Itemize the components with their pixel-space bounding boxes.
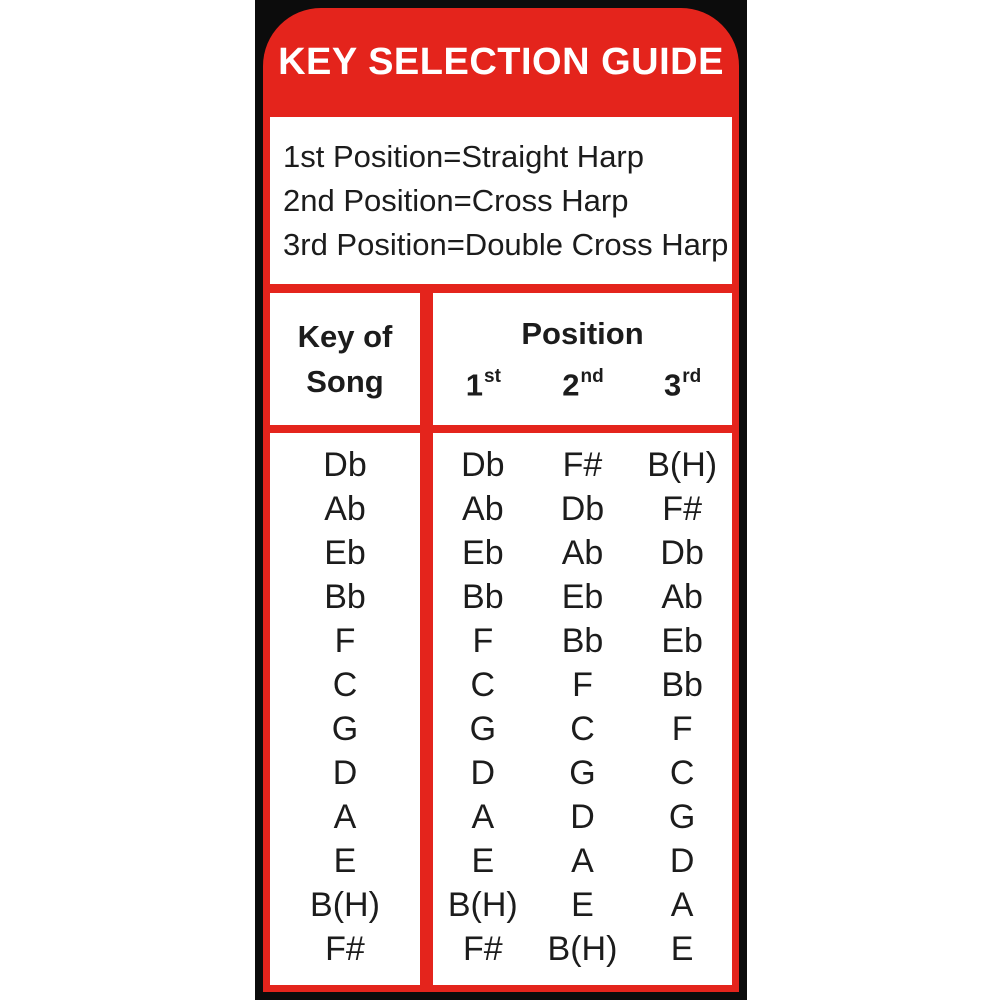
key-of-song-header-cell — [270, 293, 420, 425]
position-row — [433, 663, 732, 707]
position-2-value: F# — [562, 446, 603, 484]
position-header-title: Position — [521, 315, 644, 351]
key-of-song-value: Eb — [324, 534, 366, 572]
position-header-cell — [433, 293, 732, 425]
position-3-value: F# — [662, 490, 702, 528]
key-of-song-value: B(H) — [310, 886, 380, 924]
key-of-song-value: F — [334, 622, 356, 660]
key-of-song-column — [270, 433, 420, 985]
position-2-value: D — [570, 798, 595, 836]
position-1-value: E — [471, 842, 495, 880]
position-1-value: D — [470, 754, 496, 792]
key-of-song-value: G — [331, 710, 359, 748]
position-1-value: Eb — [462, 534, 504, 572]
position-1-value: F — [472, 622, 494, 660]
position-row — [433, 927, 732, 971]
position-legend-box — [270, 117, 732, 284]
position-2-value: Bb — [561, 622, 604, 660]
position-3-value: G — [668, 798, 696, 836]
position-column-label-1st: 1st — [465, 365, 501, 403]
position-3-value: A — [670, 886, 694, 924]
key-of-song-header-line2: Song — [306, 364, 384, 399]
position-row — [433, 531, 732, 575]
position-1-value: B(H) — [447, 886, 518, 924]
position-row — [433, 795, 732, 839]
position-2-value: Db — [560, 490, 605, 528]
position-row — [433, 751, 732, 795]
position-3-value: Bb — [661, 666, 703, 704]
position-3-value: C — [669, 754, 695, 792]
key-of-song-value: E — [333, 842, 357, 880]
key-of-song-value: D — [332, 754, 358, 792]
position-3-value: B(H) — [647, 446, 718, 484]
key-of-song-value: C — [332, 666, 358, 704]
position-2-value: Eb — [561, 578, 604, 616]
position-column-label-2nd: 2nd — [562, 365, 604, 403]
position-row — [433, 487, 732, 531]
position-1-value: Db — [461, 446, 505, 484]
position-2-value: F — [572, 666, 593, 704]
card-frame — [255, 0, 747, 1000]
position-row — [433, 443, 732, 487]
legend-line-2nd-position: 2nd Position=Cross Harp — [283, 182, 629, 218]
position-row — [433, 883, 732, 927]
position-1-value: C — [470, 666, 496, 704]
position-values-grid — [433, 433, 732, 985]
position-2-value: Ab — [561, 534, 604, 572]
position-row — [433, 839, 732, 883]
position-2-value: C — [570, 710, 595, 748]
key-selection-guide-card — [263, 8, 739, 992]
key-of-song-value: Db — [323, 446, 367, 484]
position-row — [433, 619, 732, 663]
position-1-value: A — [471, 798, 495, 836]
legend-line-1st-position: 1st Position=Straight Harp — [283, 138, 644, 174]
position-column-label-3rd: 3rd — [664, 365, 702, 403]
table-body-row — [270, 433, 732, 985]
legend-line-3rd-position: 3rd Position=Double Cross Harp — [283, 226, 729, 262]
position-1-value: Bb — [462, 578, 504, 616]
key-of-song-value: F# — [325, 930, 365, 968]
position-row — [433, 707, 732, 751]
position-2-value: B(H) — [547, 930, 618, 968]
position-column-labels — [433, 356, 732, 407]
position-3-value: D — [669, 842, 695, 880]
position-3-value: Db — [660, 534, 704, 572]
key-of-song-value: A — [333, 798, 357, 836]
position-3-value: E — [670, 930, 694, 968]
key-of-song-value: Ab — [324, 490, 366, 528]
position-2-value: A — [571, 842, 594, 880]
card-title: KEY SELECTION GUIDE — [278, 41, 724, 83]
key-of-song-header-line1: Key of — [297, 319, 393, 354]
table-header-row — [270, 293, 732, 425]
position-3-value: Ab — [661, 578, 703, 616]
position-2-value: E — [571, 886, 594, 924]
position-row — [433, 575, 732, 619]
key-of-song-value: Bb — [324, 578, 366, 616]
position-1-value: G — [469, 710, 497, 748]
position-3-value: Eb — [661, 622, 703, 660]
position-2-value: G — [569, 754, 596, 792]
position-1-value: F# — [462, 930, 503, 968]
position-1-value: Ab — [462, 490, 504, 528]
position-3-value: F — [671, 710, 693, 748]
